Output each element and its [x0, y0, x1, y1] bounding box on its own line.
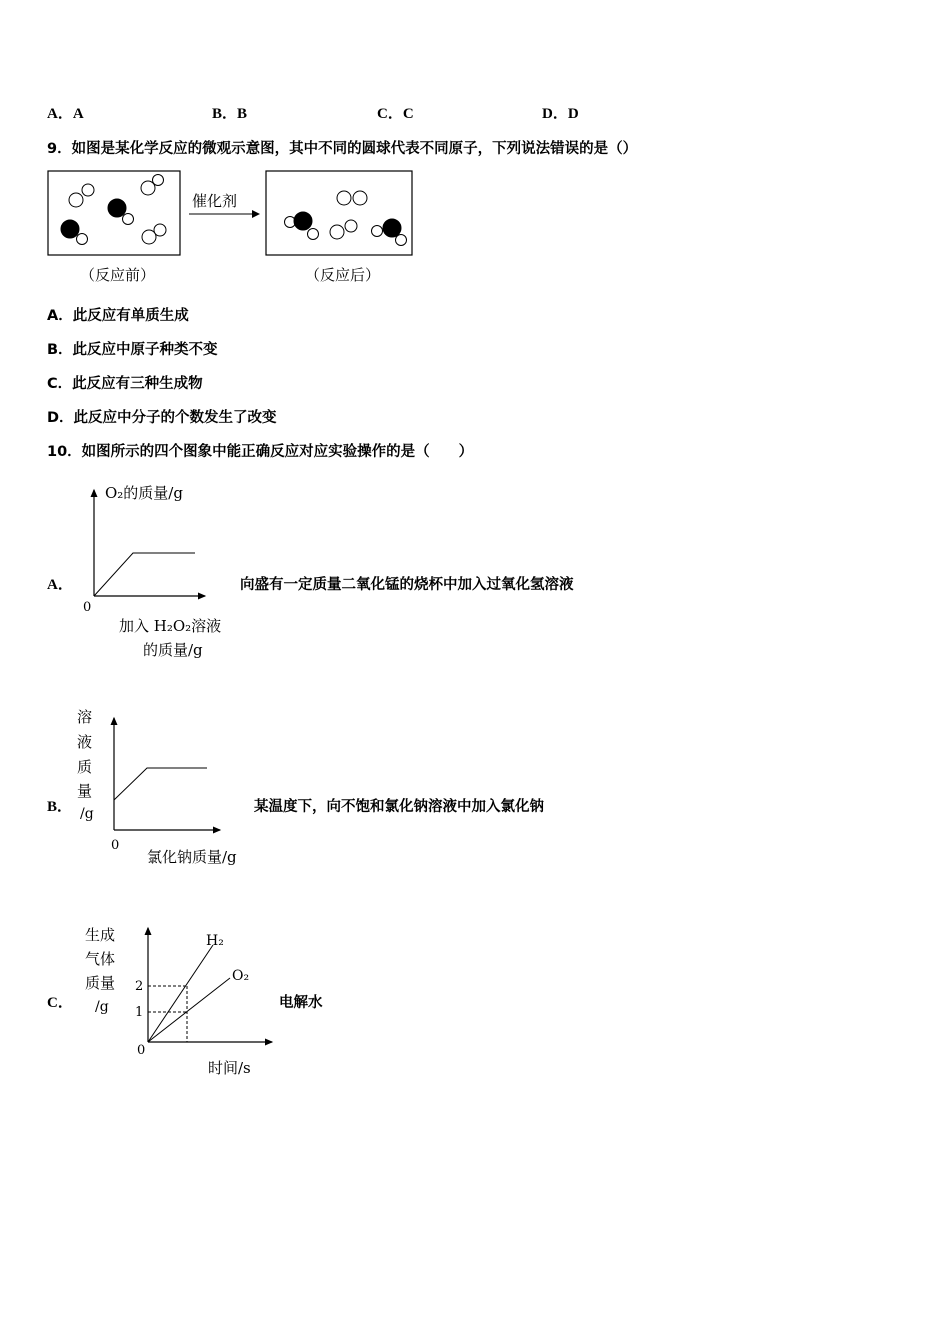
- c-series-h2-label: H₂: [206, 933, 224, 949]
- c-series-o2-line: [148, 978, 230, 1042]
- b-origin: 0: [111, 838, 120, 853]
- after-box: [266, 171, 412, 255]
- q10-b-text: 某温度下，向不饱和氯化钠溶液中加入氯化钠: [254, 799, 544, 815]
- b-y-label-1: 液: [77, 733, 93, 751]
- a-origin: 0: [83, 600, 92, 615]
- c-y-label-1: 气体: [85, 950, 116, 968]
- b-y-label-2: 质: [77, 758, 93, 776]
- c-series-h2-line: [148, 945, 213, 1042]
- c-y-label-3: /g: [95, 999, 109, 1015]
- q8-option-c: C．C: [377, 106, 414, 122]
- q10-a-text: 向盛有一定质量二氧化锰的烧杯中加入过氧化氢溶液: [240, 577, 574, 593]
- q8-option-d: D．D: [542, 106, 579, 122]
- c-tick-2: 2: [135, 979, 144, 994]
- q10-stem: 10．如图所示的四个图象中能正确反应对应实验操作的是（ ）: [47, 444, 474, 460]
- q10-b-graph: [72, 700, 252, 870]
- q10-a-letter: A．: [47, 577, 73, 593]
- after-label: （反应后）: [305, 266, 381, 284]
- c-origin: 0: [137, 1043, 146, 1058]
- c-y-label-0: 生成: [85, 926, 116, 944]
- c-y-label-2: 质量: [85, 974, 116, 992]
- q10-c-letter: C．: [47, 995, 73, 1011]
- a-y-label: O₂的质量/g: [105, 484, 183, 502]
- q10-a-graph: [75, 478, 245, 668]
- b-x-label: 氯化钠质量/g: [147, 848, 237, 866]
- c-series-o2-label: O₂: [232, 968, 250, 984]
- a-x-label-1: 加入 H₂O₂溶液: [119, 617, 222, 635]
- c-x-label: 时间/s: [208, 1059, 251, 1077]
- q9-stem: 9．如图是某化学反应的微观示意图，其中不同的圆球代表不同原子，下列说法错误的是（）: [47, 141, 638, 157]
- q8-option-a: A．A: [47, 106, 84, 122]
- b-curve: [114, 768, 207, 800]
- b-y-label-4: /g: [80, 806, 94, 822]
- b-y-label-3: 量: [77, 782, 93, 800]
- q10-c-text: 电解水: [279, 995, 323, 1011]
- q9-option-b: B．此反应中原子种类不变: [47, 342, 218, 358]
- a-curve: [94, 553, 195, 596]
- catalyst-label: 催化剂: [192, 192, 238, 210]
- q10-b-letter: B．: [47, 799, 73, 815]
- q9-option-a: A．此反应有单质生成: [47, 308, 189, 324]
- q10-c-graph: [80, 920, 280, 1085]
- q9-reaction-diagram: [40, 164, 430, 289]
- a-x-label-2: 的质量/g: [143, 641, 203, 659]
- c-tick-1: 1: [135, 1005, 144, 1020]
- q9-option-c: C．此反应有三种生成物: [47, 376, 203, 392]
- before-label: （反应前）: [80, 266, 156, 284]
- q8-option-b: B．B: [212, 106, 248, 122]
- b-y-label-0: 溶: [77, 708, 93, 726]
- q9-option-d: D．此反应中分子的个数发生了改变: [47, 410, 277, 426]
